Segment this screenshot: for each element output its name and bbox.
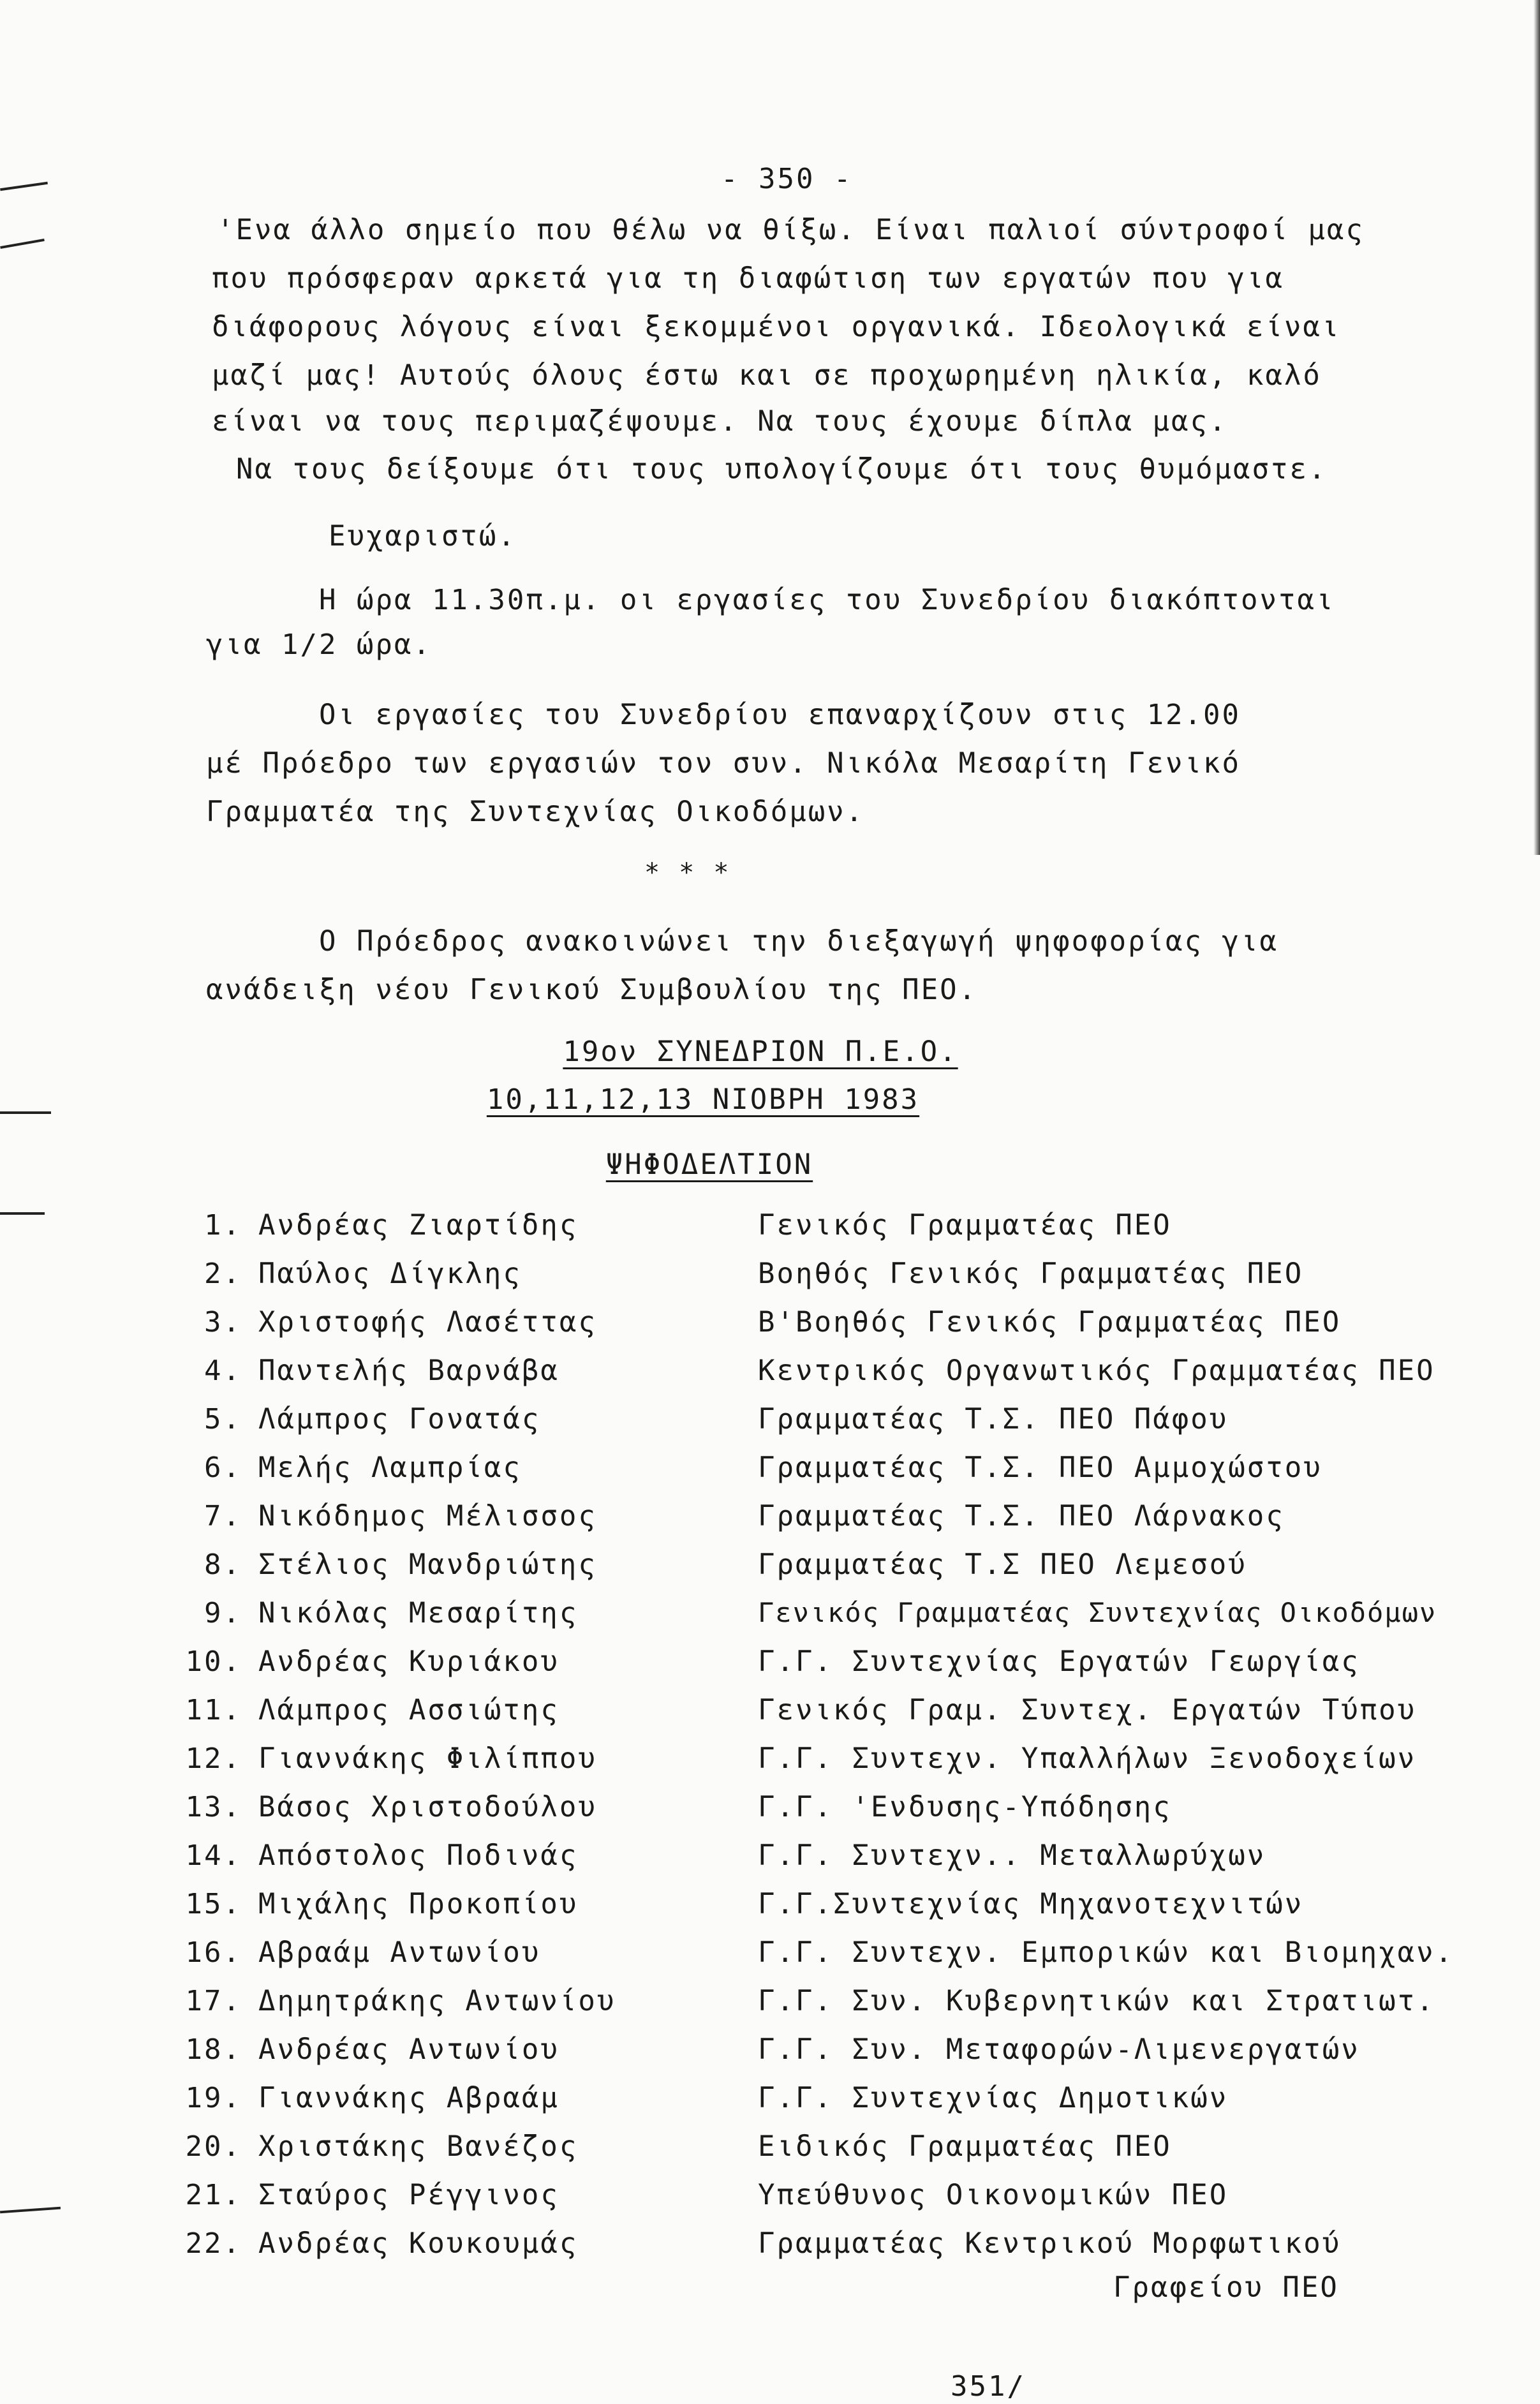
candidate-row: [0, 2033, 1540, 2072]
candidate-position: Γραμματέας Τ.Σ ΠΕΟ Λεμεσού: [758, 1548, 1247, 1581]
text-line: Οι εργασίες του Συνεδρίου επαναρχίζουν στις 12.00: [319, 699, 1241, 731]
candidate-row: [0, 1403, 1540, 1441]
candidate-number: 12.: [185, 1742, 242, 1775]
candidate-number: 10.: [185, 1645, 242, 1678]
candidate-row: [0, 1936, 1540, 1975]
candidate-number: 17.: [185, 1985, 242, 2017]
candidate-name: Στέλιος Μανδριώτης: [258, 1548, 597, 1581]
candidate-name: Βάσος Χριστοδούλου: [258, 1791, 597, 1823]
candidate-row: [0, 1354, 1540, 1393]
text-line: Γραμματέα της Συντεχνίας Οικοδόμων.: [206, 796, 865, 828]
candidate-position: Κεντρικός Οργανωτικός Γραμματέας ΠΕΟ: [758, 1354, 1435, 1387]
candidate-number: 3.: [204, 1306, 242, 1339]
candidate-row: [0, 1209, 1540, 1247]
candidate-position: Γ.Γ. Συν. Μεταφορών-Λιμενεργατών: [758, 2033, 1360, 2066]
candidate-row: [0, 1548, 1540, 1587]
candidate-number: 9.: [204, 1597, 242, 1629]
next-page-marker: 351/: [951, 2370, 1026, 2403]
candidate-number: 18.: [185, 2033, 242, 2066]
text-line: μαζί μας! Αυτούς όλους έστω και σε προχωρημένη ηλικία, καλό: [212, 359, 1322, 392]
candidate-position: Γενικός Γραμ. Συντεχ. Εργατών Τύπου: [758, 1694, 1417, 1726]
candidate-row: [0, 1839, 1540, 1878]
candidate-row: [0, 1258, 1540, 1296]
candidate-position: Γ.Γ. Συντεχν. Εμπορικών και Βιομηχαν.: [758, 1936, 1455, 1969]
candidate-name: Γιαννάκης Αβραάμ: [258, 2082, 559, 2114]
candidate-position: Γ.Γ. Συντεχνίας Δημοτικών: [758, 2082, 1229, 2114]
text-line: ανάδειξη νέου Γενικού Συμβουλίου της ΠΕΟ.: [206, 974, 978, 1006]
candidate-name: Δημητράκης Αντωνίου: [258, 1985, 616, 2017]
candidate-position: Γ.Γ. Συντεχνίας Εργατών Γεωργίας: [758, 1645, 1360, 1678]
page-number: - 350 -: [721, 163, 853, 195]
text-line: Ο Πρόεδρος ανακοινώνει την διεξαγωγή ψηφοφορίας για: [319, 925, 1279, 958]
candidate-number: 7.: [204, 1500, 242, 1532]
candidate-position: Γενικός Γραμματέας Συντεχνίας Οικοδόμων: [758, 1597, 1437, 1628]
scan-edge-shadow: [1534, 0, 1540, 855]
candidate-name: Χριστοφής Λασέττας: [258, 1306, 597, 1339]
candidate-number: 4.: [204, 1354, 242, 1387]
candidate-name: Σταύρος Ρέγγινος: [258, 2179, 559, 2211]
margin-binding-mark: [0, 239, 45, 249]
candidate-position: Γ.Γ.Συντεχνίας Μηχανοτεχνιτών: [758, 1888, 1304, 1920]
candidate-position: Β'Βοηθός Γενικός Γραμματέας ΠΕΟ: [758, 1306, 1342, 1339]
ballot-congress-heading: 19ον ΣΥΝΕΔΡΙΟΝ Π.Ε.Ο.: [563, 1035, 958, 1068]
candidate-name: Μελής Λαμπρίας: [258, 1451, 522, 1484]
candidate-position: Γραμματέας Κεντρικού Μορφωτικού: [758, 2227, 1342, 2260]
candidate-position: Γραμματέας Τ.Σ. ΠΕΟ Αμμοχώστου: [758, 1451, 1322, 1484]
candidate-number: 22.: [185, 2227, 242, 2260]
text-line: Η ώρα 11.30π.μ. οι εργασίες του Συνεδρίου διακόπτονται: [319, 584, 1335, 616]
text-line: για 1/2 ώρα.: [206, 628, 432, 661]
candidate-name: Νικόδημος Μέλισσος: [258, 1500, 597, 1532]
candidate-row: [0, 2130, 1540, 2169]
candidate-name: Παύλος Δίγκλης: [258, 1258, 522, 1290]
candidate-position: Γ.Γ. Συν. Κυβερνητικών και Στρατιωτ.: [758, 1985, 1435, 2017]
candidate-number: 8.: [204, 1548, 242, 1581]
candidate-number: 14.: [185, 1839, 242, 1872]
candidate-row: [0, 1791, 1540, 1829]
section-separator: * * *: [644, 858, 731, 887]
candidate-row: [0, 1451, 1540, 1490]
candidate-row: [0, 1500, 1540, 1538]
candidate-name: Ανδρέας Ζιαρτίδης: [258, 1209, 579, 1242]
text-line: είναι να τους περιμαζέψουμε. Να τους έχουμε δίπλα μας.: [212, 405, 1228, 438]
candidate-number: 5.: [204, 1403, 242, 1436]
candidate-name: Χριστάκης Βανέζος: [258, 2130, 579, 2163]
text-line: Να τους δείξουμε ότι τους υπολογίζουμε ότι τους θυμόμαστε.: [236, 453, 1328, 486]
candidate-row: [0, 1742, 1540, 1781]
candidate-name: Γιαννάκης Φιλίππου: [258, 1742, 597, 1775]
candidate-name: Λάμπρος Ασσιώτης: [258, 1694, 559, 1726]
candidate-row: [0, 1888, 1540, 1926]
candidate-row: [0, 2179, 1540, 2217]
candidate-position: Γ.Γ. Συντεχν. Υπαλλήλων Ξενοδοχείων: [758, 1742, 1417, 1775]
candidate-row: [0, 1985, 1540, 2023]
candidate-name: Ανδρέας Αντωνίου: [258, 2033, 559, 2066]
candidate-number: 20.: [185, 2130, 242, 2163]
candidate-position: Γραμματέας Τ.Σ. ΠΕΟ Πάφου: [758, 1403, 1229, 1436]
margin-binding-mark: [0, 182, 48, 191]
candidate-number: 6.: [204, 1451, 242, 1484]
candidate-number: 16.: [185, 1936, 242, 1969]
candidate-position: Υπεύθυνος Οικονομικών ΠΕΟ: [758, 2179, 1229, 2211]
candidate-position: Γ.Γ. Συντεχν.. Μεταλλωρύχων: [758, 1839, 1266, 1872]
ballot-title: ΨΗΦΟΔΕΛΤΙΟΝ: [605, 1148, 813, 1181]
ballot-dates-heading: 10,11,12,13 ΝΙΟΒΡΗ 1983: [486, 1083, 920, 1116]
candidate-number: 15.: [185, 1888, 242, 1920]
candidate-name: Λάμπρος Γονατάς: [258, 1403, 541, 1436]
candidate-name: Παντελής Βαρνάβα: [258, 1354, 559, 1387]
candidate-position: Βοηθός Γενικός Γραμματέας ΠΕΟ: [758, 1258, 1304, 1290]
text-line: 'Ενα άλλο σημείο που θέλω να θίξω. Είναι παλιοί σύντροφοί μας: [217, 214, 1365, 246]
candidate-position-continuation: Γραφείου ΠΕΟ: [1113, 2271, 1339, 2304]
candidate-row: [0, 1306, 1540, 1344]
candidate-row: [0, 1645, 1540, 1684]
candidate-number: 21.: [185, 2179, 242, 2211]
text-line: μέ Πρόεδρο των εργασιών τον συν. Νικόλα Μεσαρίτη Γενικό: [206, 747, 1241, 780]
candidate-position: Γραμματέας Τ.Σ. ΠΕΟ Λάρνακος: [758, 1500, 1285, 1532]
candidate-position: Γ.Γ. 'Ενδυσης-Υπόδησης: [758, 1791, 1172, 1823]
text-line: που πρόσφεραν αρκετά για τη διαφώτιση των εργατών που για: [212, 262, 1284, 295]
candidate-number: 13.: [185, 1791, 242, 1823]
candidate-name: Ανδρέας Κουκουμάς: [258, 2227, 579, 2260]
candidate-name: Νικόλας Μεσαρίτης: [258, 1597, 579, 1629]
candidate-position: Γενικός Γραμματέας ΠΕΟ: [758, 1209, 1172, 1242]
candidate-row: [0, 2082, 1540, 2120]
candidate-name: Ανδρέας Κυριάκου: [258, 1645, 559, 1678]
candidate-name: Απόστολος Ποδινάς: [258, 1839, 579, 1872]
candidate-number: 2.: [204, 1258, 242, 1290]
candidate-number: 11.: [185, 1694, 242, 1726]
thanks-line: Ευχαριστώ.: [329, 520, 517, 553]
text-line: διάφορους λόγους είναι ξεκομμένοι οργανικά. Ιδεολογικά είναι: [212, 311, 1341, 343]
candidate-name: Μιχάλης Προκοπίου: [258, 1888, 579, 1920]
candidate-row: [0, 2227, 1540, 2266]
candidate-row: [0, 1597, 1540, 1635]
candidate-name: Αβραάμ Αντωνίου: [258, 1936, 541, 1969]
candidate-number: 19.: [185, 2082, 242, 2114]
candidate-number: 1.: [204, 1209, 242, 1242]
candidate-position: Ειδικός Γραμματέας ΠΕΟ: [758, 2130, 1172, 2163]
candidate-row: [0, 1694, 1540, 1732]
